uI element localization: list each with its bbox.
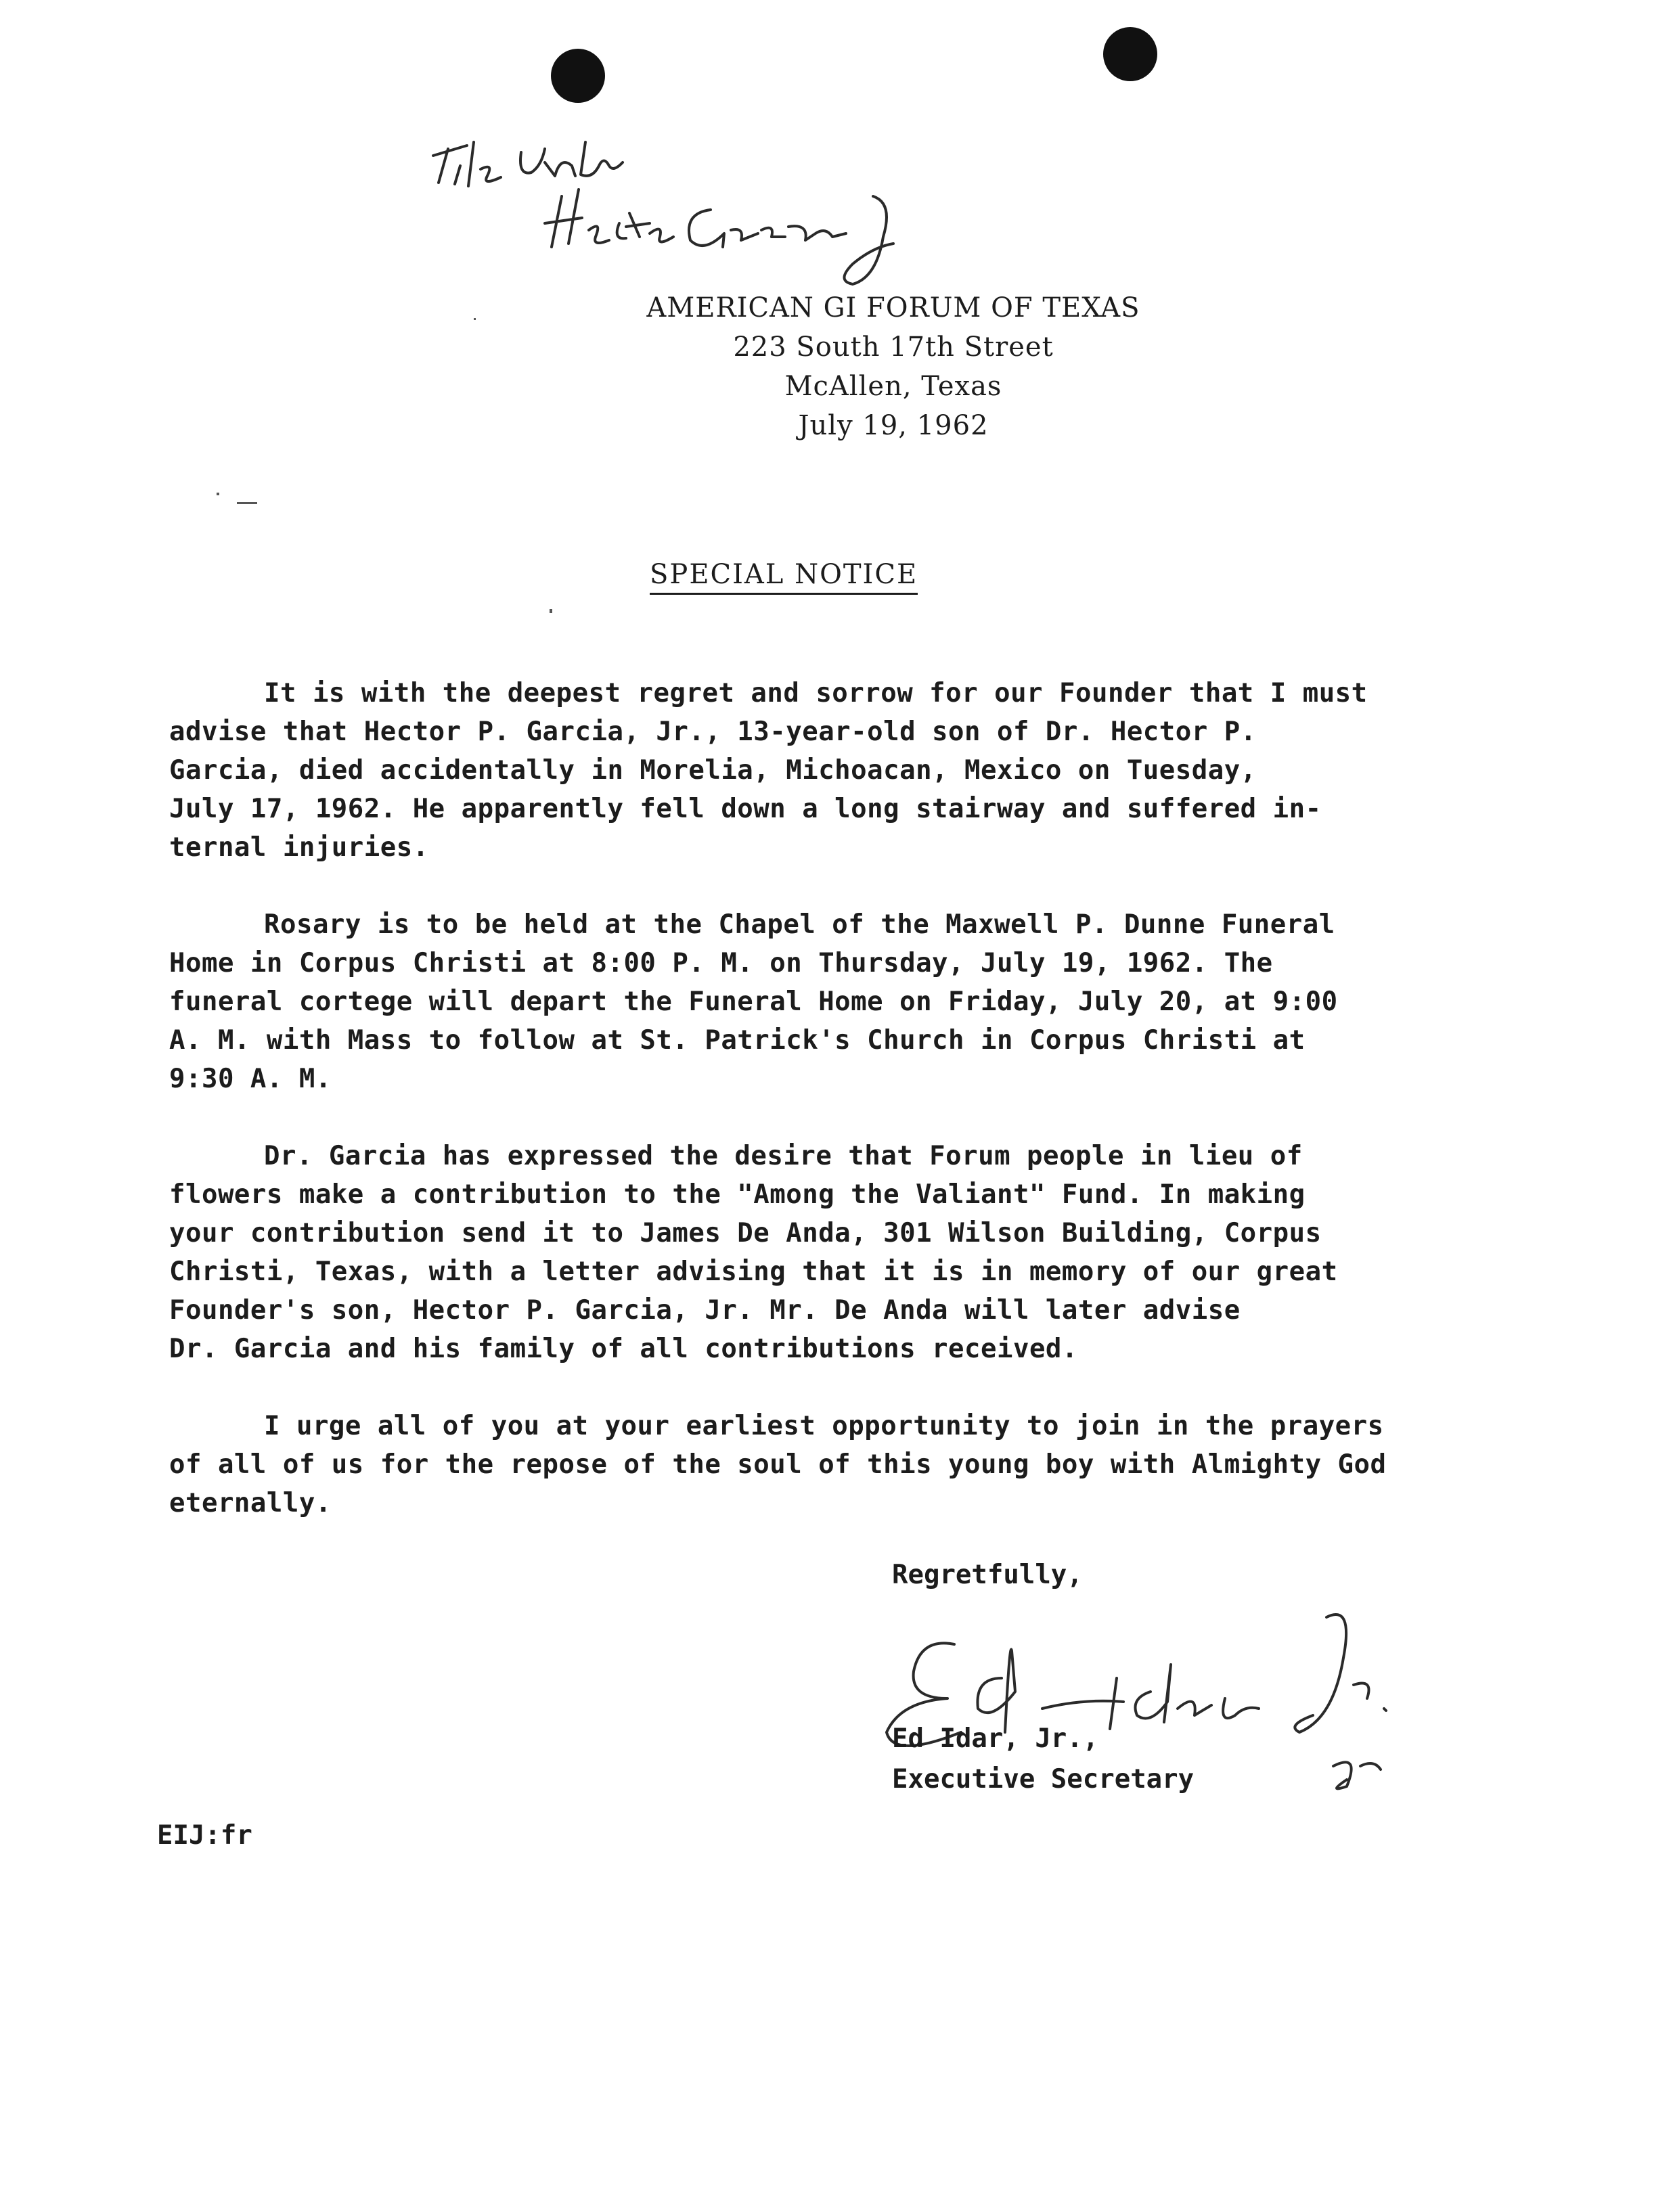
closing: Regretfully, [892, 1560, 1083, 1590]
scan-speck [217, 493, 219, 495]
city-state: McAllen, Texas [784, 371, 1002, 402]
paragraph-announcement: It is with the deepest regret and sorrow for our Founder that I must advise that Hector P. Garcia, Jr., 13-year-old son of Dr. Hector P. Garcia, died accidentally in Morelia, Michoacan, Mexico on Tuesday, July 17, 1962. He apparently fell down a long stairway and suffered in- ternal injuries. [169, 678, 1368, 863]
scan-speck [550, 609, 552, 613]
letter-date: July 19, 1962 [798, 410, 989, 441]
street-address: 223 South 17th Street [733, 332, 1054, 363]
signer-name: Ed Idar, Jr., [892, 1723, 1099, 1754]
notice-title: SPECIAL NOTICE [650, 559, 918, 595]
signer-position: Executive Secretary [892, 1764, 1195, 1795]
paragraph-contributions: Dr. Garcia has expressed the desire that Forum people in lieu of flowers make a contribution to the "Among the Valiant" Fund. In making your contribution send it to James De Anda, 301 Wilson Building, Corpus Christi, Texas, with a letter advising that it is in memory of our great Founder's son, Hector P. Garcia, Jr. Mr. De Anda will later advise Dr. Garcia and his family of all contributions received. [169, 1141, 1338, 1364]
reference-initials: EIJ:fr [157, 1820, 252, 1851]
signer-block [892, 1719, 1194, 1800]
scan-speck [237, 502, 257, 504]
organization-name: AMERICAN GI FORUM OF TEXAS [646, 292, 1140, 323]
punch-hole-right [1103, 27, 1157, 81]
letter-body [169, 674, 1455, 1561]
paragraph-prayers: I urge all of you at your earliest opportunity to join in the prayers of all of us for the repose of the soul of this young boy with Almighty God eternally. [169, 1411, 1387, 1518]
letterhead [0, 288, 1673, 445]
punch-hole-left [551, 49, 605, 103]
handwritten-file-note [406, 101, 1049, 304]
paragraph-services: Rosary is to be held at the Chapel of the Maxwell P. Dunne Funeral Home in Corpus Christi at 8:00 P. M. on Thursday, July 19, 1962. The funeral cortege will depart the Funeral Home on Friday, July 20, at 9:00 A. M. with Mass to follow at St. Patrick's Church in Corpus Christi at 9:30 A. M. [169, 909, 1338, 1094]
scan-speck [474, 318, 476, 320]
